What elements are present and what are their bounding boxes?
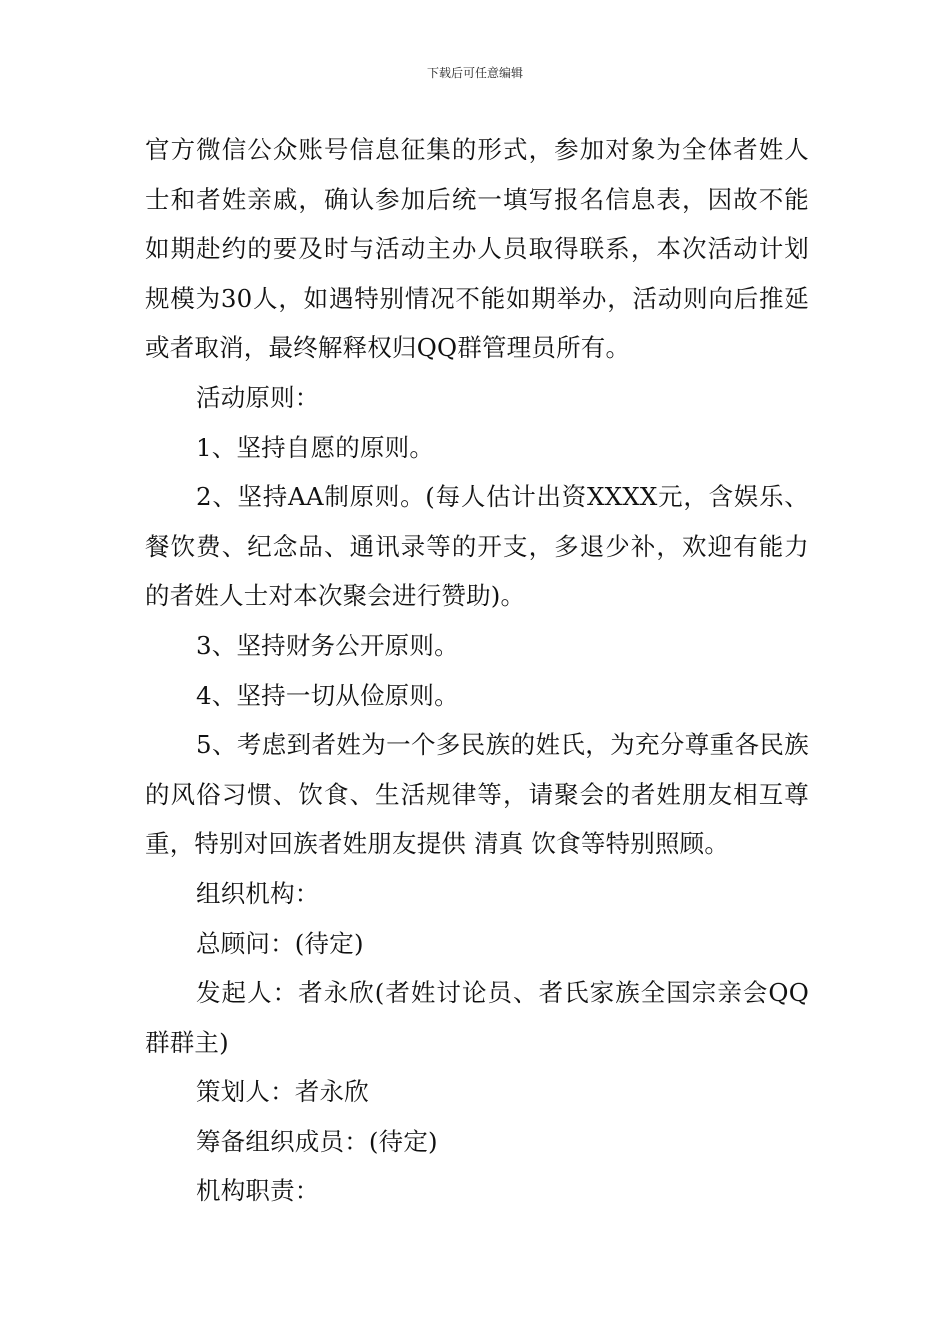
principle-item-5: 5、考虑到者姓为一个多民族的姓氏，为充分尊重各民族的风俗习惯、饮食、生活规律等，请聚会的者姓朋友相互尊重，特别对回族者姓朋友提供 清真 饮食等特别照顾。 xyxy=(145,730,809,859)
document-body xyxy=(145,125,809,1216)
org-initiator: 发起人：者永欣(者姓讨论员、者氏家族全国宗亲会QQ群群主) xyxy=(145,978,809,1057)
paragraph-intro: 官方微信公众账号信息征集的形式，参加对象为全体者姓人士和者姓亲戚，确认参加后统一填写报名信息表，因故不能如期赴约的要及时与活动主办人员取得联系，本次活动计划规模为30人，如遇特别情况不能如期举办，活动则向后推延或者取消，最终解释权归QQ群管理员所有。 xyxy=(145,135,809,363)
principle-item-4: 4、坚持一切从俭原则。 xyxy=(196,680,459,710)
principle-item-3: 3、坚持财务公开原则。 xyxy=(196,630,459,660)
heading-activity-principles: 活动原则： xyxy=(196,382,320,412)
org-planner: 策划人：者永欣 xyxy=(196,1077,369,1107)
principle-item-2: 2、坚持AA制原则。(每人估计出资XXXX元，含娱乐、餐饮费、纪念品、通讯录等的开支，多退少补，欢迎有能力的者姓人士对本次聚会进行赞助)。 xyxy=(145,482,809,611)
heading-organization: 组织机构： xyxy=(196,878,320,908)
principle-item-1: 1、坚持自愿的原则。 xyxy=(196,432,435,462)
heading-org-responsibilities: 机构职责： xyxy=(196,1176,320,1206)
org-chief-advisor: 总顾问：(待定) xyxy=(196,928,364,958)
org-preparation-members: 筹备组织成员：(待定) xyxy=(196,1126,438,1156)
page-header-note: 下载后可任意编辑 xyxy=(426,66,523,80)
